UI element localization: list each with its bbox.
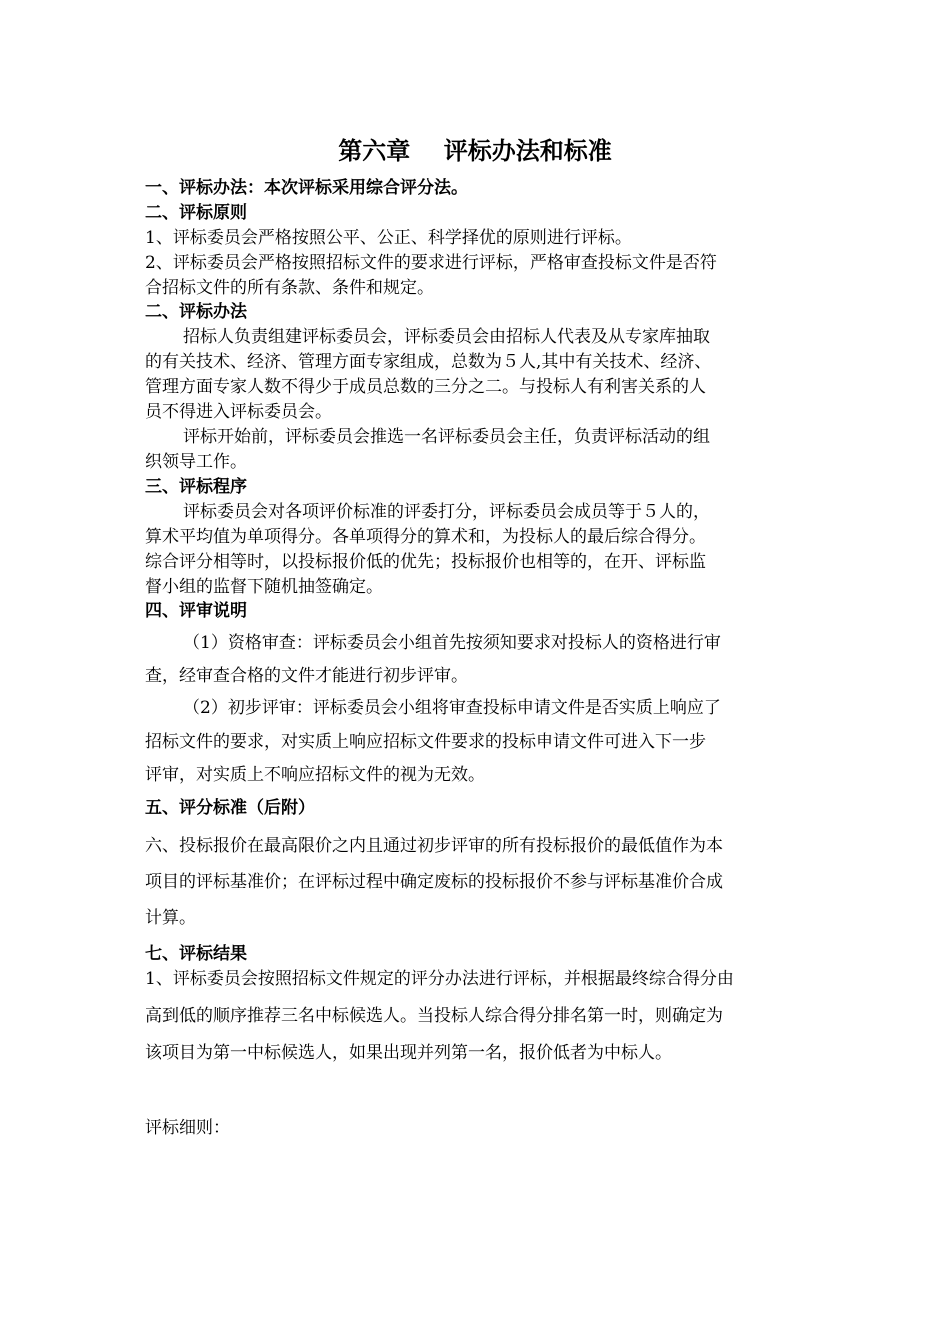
section-heading-method-summary: 一、评标办法：本次评标采用综合评分法。 xyxy=(145,178,468,198)
section-heading-principles: 二、评标原则 xyxy=(145,203,247,223)
chapter-title: 第六章 评标办法和标准 xyxy=(338,137,612,165)
paragraph-line: 员不得进入评标委员会。 xyxy=(145,402,332,422)
paragraph-line: （1）资格审查：评标委员会小组首先按须知要求对投标人的资格进行审 xyxy=(183,633,721,653)
section-heading-review-notes: 四、评审说明 xyxy=(145,601,247,621)
paragraph-line: 评审，对实质上不响应招标文件的视为无效。 xyxy=(145,765,485,785)
paragraph-line: 的有关技术、经济、管理方面专家组成，总数为５人,其中有关技术、经济、 xyxy=(145,352,712,372)
paragraph-line: 合招标文件的所有条款、条件和规定。 xyxy=(145,278,434,298)
paragraph-line: 算术平均值为单项得分。各单项得分的算术和，为投标人的最后综合得分。 xyxy=(145,527,706,547)
paragraph-line: 评标委员会对各项评价标准的评委打分，评标委员会成员等于５人的， xyxy=(183,502,710,522)
paragraph-line: 招标人负责组建评标委员会，评标委员会由招标人代表及从专家库抽取 xyxy=(183,327,710,347)
section-heading-method: 二、评标办法 xyxy=(145,302,247,322)
paragraph-line: （2）初步评审：评标委员会小组将审查投标申请文件是否实质上响应了 xyxy=(183,698,721,718)
paragraph-line: 评标开始前，评标委员会推选一名评标委员会主任，负责评标活动的组 xyxy=(183,427,710,447)
paragraph-line: 综合评分相等时，以投标报价低的优先；投标报价也相等的，在开、评标监 xyxy=(145,552,706,572)
paragraph-line: 织领导工作。 xyxy=(145,452,247,472)
paragraph-line: 招标文件的要求，对实质上响应招标文件要求的投标申请文件可进入下一步 xyxy=(145,732,706,752)
section-heading-procedure: 三、评标程序 xyxy=(145,477,247,497)
paragraph-line: 六、投标报价在最高限价之内且通过初步评审的所有投标报价的最低值作为本 xyxy=(145,836,723,856)
paragraph-line: 2、评标委员会严格按照招标文件的要求进行评标，严格审查投标文件是否符 xyxy=(145,253,717,273)
section-heading-scoring-standard: 五、评分标准（后附） xyxy=(145,798,315,818)
paragraph-line: 项目的评标基准价；在评标过程中确定废标的投标报价不参与评标基准价合成 xyxy=(145,872,723,892)
details-label: 评标细则： xyxy=(145,1118,230,1138)
section-heading-results: 七、评标结果 xyxy=(145,944,247,964)
paragraph-line: 该项目为第一中标候选人，如果出现并列第一名，报价低者为中标人。 xyxy=(145,1043,672,1063)
paragraph-line: 管理方面专家人数不得少于成员总数的三分之二。与投标人有利害关系的人 xyxy=(145,377,706,397)
paragraph-line: 1、评标委员会按照招标文件规定的评分办法进行评标，并根据最终综合得分由 xyxy=(145,969,734,989)
paragraph-line: 1、评标委员会严格按照公平、公正、科学择优的原则进行评标。 xyxy=(145,228,632,248)
paragraph-line: 计算。 xyxy=(145,908,196,928)
paragraph-line: 查，经审查合格的文件才能进行初步评审。 xyxy=(145,666,468,686)
paragraph-line: 高到低的顺序推荐三名中标候选人。当投标人综合得分排名第一时，则确定为 xyxy=(145,1006,723,1026)
paragraph-line: 督小组的监督下随机抽签确定。 xyxy=(145,577,383,597)
